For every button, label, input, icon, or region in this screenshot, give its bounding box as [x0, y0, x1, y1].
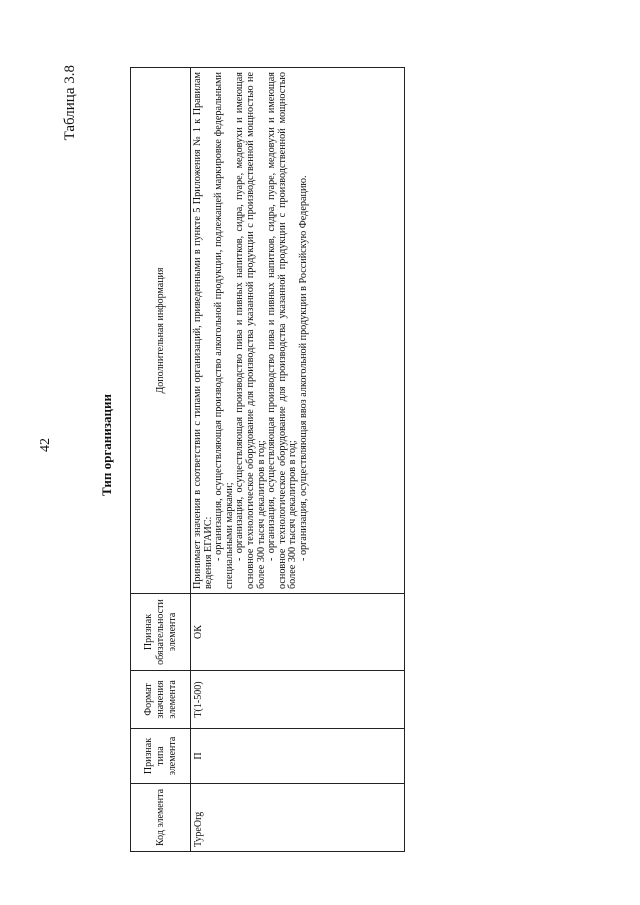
header-element-code: Код элемента: [131, 784, 191, 852]
page-number: 42: [38, 438, 53, 452]
table-title: Тип организации: [99, 394, 114, 496]
info-list-item: - организация, осуществляющая производство алкогольной продукции, подлежащей маркировке федеральными специальными марками;: [213, 72, 235, 589]
table-header-row: [131, 68, 191, 852]
organization-type-table: [130, 67, 405, 852]
table-label: Таблица 3.8: [62, 65, 78, 141]
header-additional-info: Дополнительная информация: [131, 68, 191, 594]
cell-element-type: П: [191, 729, 405, 784]
header-element-type: Признак типа элемента: [131, 729, 191, 784]
cell-element-code: TypeOrg: [191, 784, 405, 852]
info-list-item: - организация, осуществляющая производство пива и пивных напитков, сидра, пуаре, медовухи и имеющая основное технологическое оборудование для производства указанной продукции с производственной мощностью более 300 тысяч декалитров в год;: [266, 72, 299, 589]
info-list-item: - организация, осуществляющая ввоз алкогольной продукции в Российскую Федерацию.: [297, 175, 309, 561]
cell-additional-info: [191, 68, 405, 594]
cell-required-flag: ОК: [191, 594, 405, 671]
table-row: [191, 68, 405, 852]
header-value-format: Формат значения элемента: [131, 671, 191, 729]
info-list-item: - организация, осуществляющая производство пива и пивных напитков, сидра, пуаре, медовухи и имеющая основное технологическое оборудование для производства указанной продукции с производственной мощностью не более 300 тысяч декалитров в год;: [234, 72, 267, 589]
cell-value-format: T(1-500): [191, 671, 405, 729]
info-paragraph: Принимает значения в соответствии с типами организаций, приведенными в пункте 5 Приложения № 1 к Правилам ведения ЕГАИС:: [192, 72, 214, 589]
header-required-flag: Признак обязательности элемента: [131, 594, 191, 671]
